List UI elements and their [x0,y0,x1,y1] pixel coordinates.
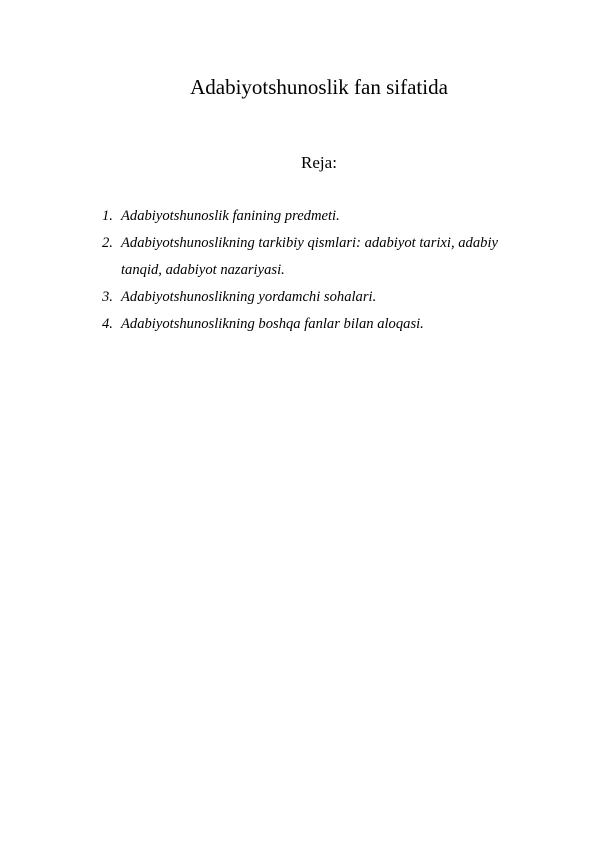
plan-item-text: Adabiyotshunoslikning yordamchi sohalari. [121,289,377,305]
plan-heading: Reja: [301,153,337,172]
plan-item-text: Adabiyotshunoslikning tarkibiy qismlari: adabiyot tarixi, adabiy tanqid, adabiyot nazariyasi. [121,235,498,278]
plan-item-1 [100,203,540,230]
plan-item-4 [100,311,540,338]
plan-item-number: 4. [102,316,113,332]
plan-item-2 [100,230,540,284]
plan-item-number: 1. [102,208,113,224]
plan-item-text: Adabiyotshunoslik fanining predmeti. [121,208,340,224]
plan-item-number: 3. [102,289,113,305]
plan-list [100,203,540,338]
plan-item-number: 2. [102,235,113,251]
plan-item-text: Adabiyotshunoslikning boshqa fanlar bilan aloqasi. [121,316,424,332]
document-title: Adabiyotshunoslik fan sifatida [190,75,448,99]
plan-item-3 [100,284,540,311]
